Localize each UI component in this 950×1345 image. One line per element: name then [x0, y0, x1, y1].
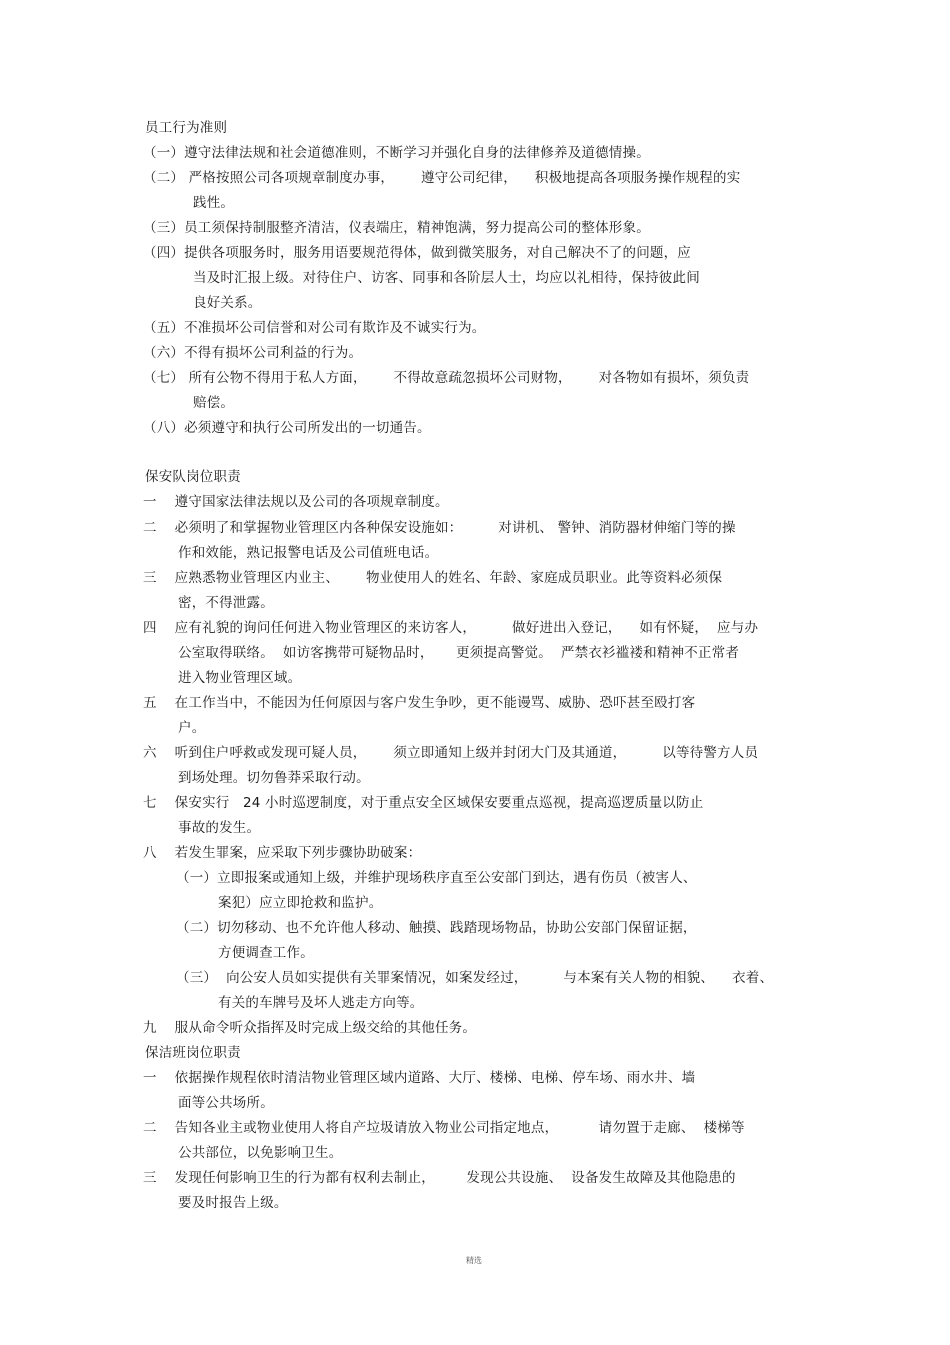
security-line: 公室取得联络。 如访客携带可疑物品时， 更须提高警觉。 严禁衣衫褴褛和精神不正常者: [178, 645, 740, 661]
section-title-conduct: 员工行为准则: [145, 120, 228, 136]
security-line: 四 应有礼貌的询问任何进入物业管理区的来访客人， 做好进出入登记， 如有怀疑， 应与办: [143, 620, 759, 636]
security-line: 有关的车牌号及坏人逃走方向等。: [218, 995, 424, 1011]
conduct-line: 当及时汇报上级。对待住户、访客、同事和各阶层人士，均应以礼相待，保持彼此间: [193, 270, 700, 286]
security-line: 案犯）应立即抢救和监护。: [218, 895, 383, 911]
security-line: 七 保安实行 24 小时巡逻制度，对于重点安全区域保安要重点巡视，提高巡逻质量以防止: [143, 795, 704, 811]
security-line: 八 若发生罪案，应采取下列步骤协助破案：: [143, 845, 422, 861]
security-line: 事故的发生。: [178, 820, 261, 836]
conduct-line: （五）不准损坏公司信誉和对公司有欺诈及不诚实行为。: [143, 320, 486, 336]
cleaning-line: 公共部位，以免影响卫生。: [178, 1145, 343, 1161]
page-footer: 精选: [466, 1256, 482, 1265]
section-title-cleaning: 保洁班岗位职责: [145, 1045, 241, 1061]
conduct-line: （七） 所有公物不得用于私人方面， 不得故意疏忽损坏公司财物， 对各物如有损坏，须负责: [143, 370, 750, 386]
conduct-line: 良好关系。: [193, 295, 262, 311]
conduct-line: （四）提供各项服务时，服务用语要规范得体，做到微笑服务，对自己解决不了的问题，应: [143, 245, 691, 261]
conduct-line: （六）不得有损坏公司利益的行为。: [143, 345, 363, 361]
conduct-line: （八）必须遵守和执行公司所发出的一切通告。: [143, 420, 431, 436]
security-line: 到场处理。切勿鲁莽采取行动。: [178, 770, 370, 786]
security-line: 作和效能，熟记报警电话及公司值班电话。: [178, 545, 439, 561]
security-line: 户。: [178, 720, 206, 736]
security-line: 六 听到住户呼救或发现可疑人员， 须立即通知上级并封闭大门及其通道， 以等待警方人员: [143, 745, 759, 761]
cleaning-line: 一 依据操作规程依时清洁物业管理区域内道路、大厅、楼梯、电梯、停车场、雨水井、墙: [143, 1070, 696, 1086]
conduct-line: （三）员工须保持制服整齐清洁，仪表端庄，精神饱满，努力提高公司的整体形象。: [143, 220, 650, 236]
security-line: 三 应熟悉物业管理区内业主、 物业使用人的姓名、年龄、家庭成员职业。此等资料必须保: [143, 570, 723, 586]
section-title-security: 保安队岗位职责: [145, 469, 241, 485]
conduct-line: （一）遵守法律法规和社会道德准则，不断学习并强化自身的法律修养及道德情操。: [143, 145, 650, 161]
security-line: 九 服从命令听众指挥及时完成上级交给的其他任务。: [143, 1020, 477, 1036]
cleaning-line: 面等公共场所。: [178, 1095, 274, 1111]
security-line: 密，不得泄露。: [178, 595, 274, 611]
conduct-line: 践性。: [193, 195, 235, 211]
conduct-line: （二） 严格按照公司各项规章制度办事， 遵守公司纪律， 积极地提高各项服务操作规程的实: [143, 170, 741, 186]
security-line: 五 在工作当中，不能因为任何原因与客户发生争吵，更不能谩骂、威胁、恐吓甚至殴打客: [143, 695, 696, 711]
security-line: 方便调查工作。: [218, 945, 314, 961]
security-line: 进入物业管理区域。: [178, 670, 302, 686]
security-line: （一）立即报案或通知上级，并维护现场秩序直至公安部门到达，遇有伤员（被害人、: [176, 870, 697, 886]
conduct-line: 赔偿。: [193, 395, 235, 411]
security-line: 二 必须明了和掌握物业管理区内各种保安设施如： 对讲机、 警钟、消防器材伸缩门等的操: [143, 520, 736, 536]
security-line: 一 遵守国家法律法规以及公司的各项规章制度。: [143, 494, 449, 510]
cleaning-line: 二 告知各业主或物业使用人将自产垃圾请放入物业公司指定地点， 请勿置于走廊、 楼梯等: [143, 1120, 745, 1136]
security-line: （二）切勿移动、也不允许他人移动、触摸、践踏现场物品，协助公安部门保留证据，: [176, 920, 697, 936]
cleaning-line: 三 发现任何影响卫生的行为都有权利去制止， 发现公共设施、 设备发生故障及其他隐患的: [143, 1170, 736, 1186]
cleaning-line: 要及时报告上级。: [178, 1195, 288, 1211]
security-line: （三） 向公安人员如实提供有关罪案情况，如案发经过， 与本案有关人物的相貌、 衣着、: [176, 970, 774, 986]
